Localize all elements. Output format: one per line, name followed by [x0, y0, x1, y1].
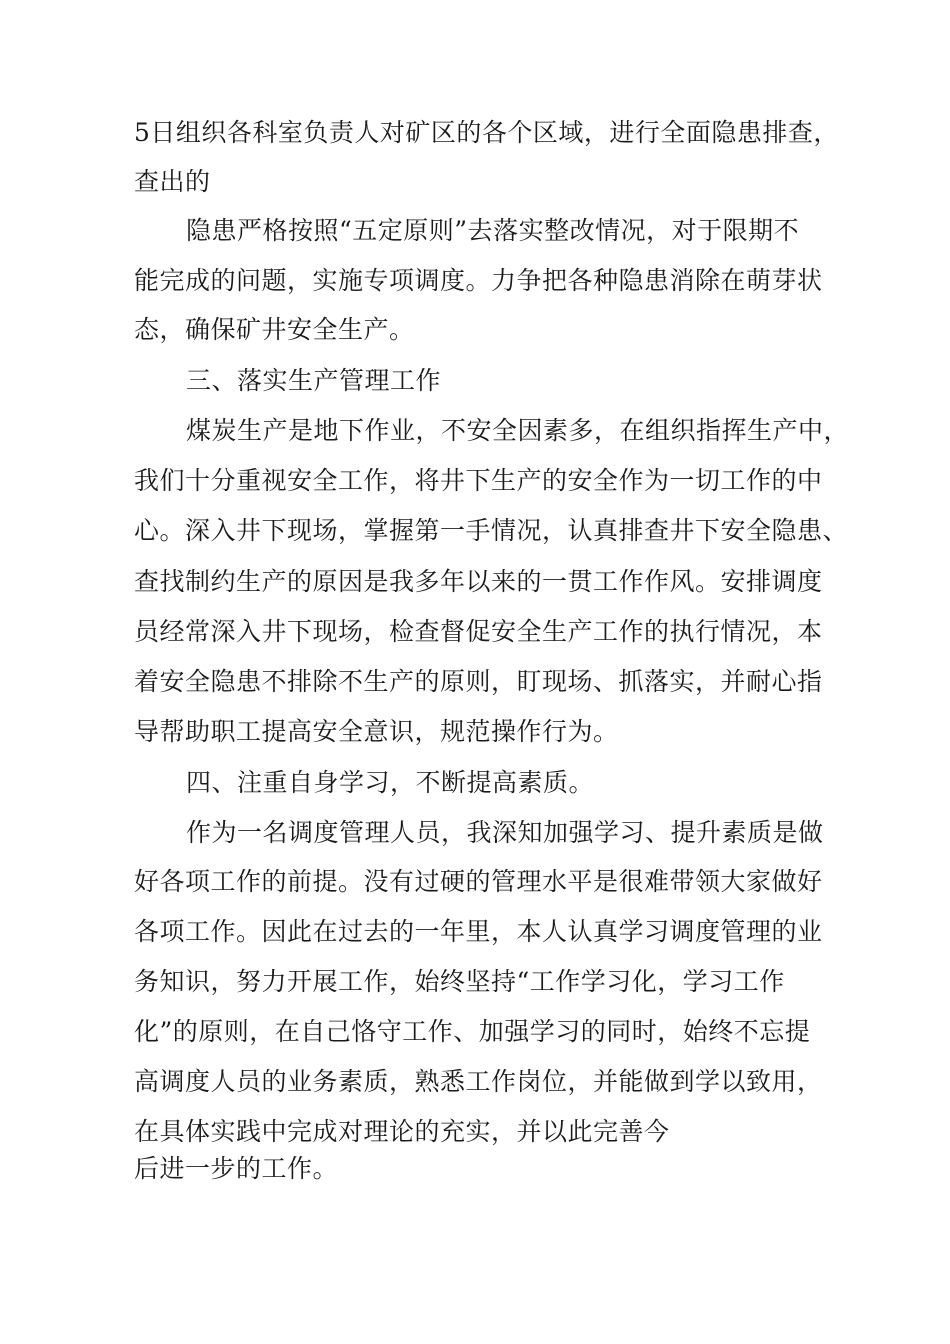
paragraph-line: 务知识，努力开展工作，始终坚持“工作学习化，学习工作: [134, 967, 785, 996]
section-heading: 三、落实生产管理工作: [186, 366, 442, 395]
paragraph-line: 我们十分重视安全工作，将井下生产的安全作为一切工作的中: [134, 466, 823, 495]
section-heading: 四、注重自身学习，不断提高素质。: [186, 768, 595, 797]
paragraph-line: 在具体实践中完成对理论的充实，并以此完善今: [134, 1117, 670, 1146]
paragraph-line: 隐患严格按照“五定原则”去落实整改情况，对于限期不: [186, 216, 800, 245]
paragraph-line: 员经常深入井下现场，检查督促安全生产工作的执行情况，本: [134, 617, 823, 646]
paragraph-line: 煤炭生产是地下作业，不安全因素多，在组织指挥生产中，: [186, 416, 850, 445]
paragraph-line: 各项工作。因此在过去的一年里，本人认真学习调度管理的业: [134, 917, 823, 946]
paragraph-line: 好各项工作的前提。没有过硬的管理水平是很难带领大家做好: [134, 867, 823, 896]
paragraph-line: 态，确保矿井安全生产。: [134, 315, 415, 344]
paragraph-line: 导帮助职工提高安全意识，规范操作行为。: [134, 717, 619, 746]
paragraph-line: 着安全隐患不排除不生产的原则，盯现场、抓落实，并耐心指: [134, 667, 823, 696]
paragraph-line: 5日组织各科室负责人对矿区的各个区域，进行全面隐患排查，: [134, 118, 839, 147]
paragraph-line: 心。深入井下现场，掌握第一手情况，认真排查井下安全隐患、: [134, 516, 849, 545]
paragraph-line: 查找制约生产的原因是我多年以来的一贯工作作风。安排调度: [134, 567, 823, 596]
paragraph-line: 高调度人员的业务素质，熟悉工作岗位，并能做到学以致用，: [134, 1067, 823, 1096]
paragraph-line: 查出的: [134, 167, 211, 196]
paragraph-line: 能完成的问题，实施专项调度。力争把各种隐患消除在萌芽状: [134, 266, 823, 295]
paragraph-line: 后进一步的工作。: [134, 1154, 339, 1183]
paragraph-line: 作为一名调度管理人员，我深知加强学习、提升素质是做: [186, 818, 824, 847]
paragraph-line: 化”的原则，在自己恪守工作、加强学习的同时，始终不忘提: [134, 1017, 811, 1046]
